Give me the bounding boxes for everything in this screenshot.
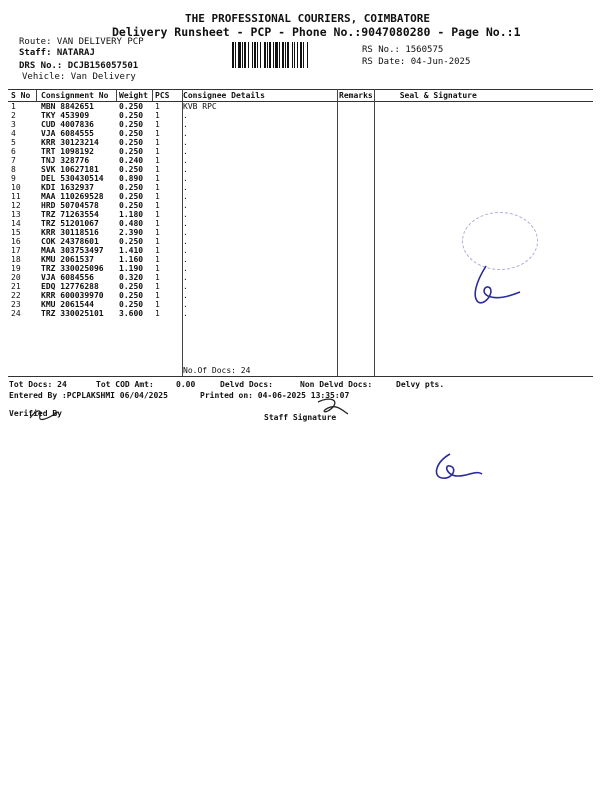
table-row bbox=[8, 102, 593, 112]
row-pcs: 1 bbox=[155, 237, 160, 246]
row-consignment-no: MBN 8842651 bbox=[41, 102, 94, 111]
row-remarks bbox=[336, 201, 376, 210]
row-sno: 15 bbox=[11, 228, 21, 237]
row-consignment-no: MAA 110269528 bbox=[41, 192, 104, 201]
row-consignment-no: TRZ 330025101 bbox=[41, 309, 104, 318]
row-sno: 17 bbox=[11, 246, 21, 255]
row-pcs: 1 bbox=[155, 183, 160, 192]
row-consignment-no: TNJ 328776 bbox=[41, 156, 90, 165]
row-consignment-no: MAA 303753497 bbox=[41, 246, 104, 255]
col-pcs: PCS bbox=[152, 90, 180, 102]
table-row bbox=[8, 138, 593, 147]
divider bbox=[116, 89, 117, 101]
row-consignee-details: . bbox=[183, 300, 188, 309]
row-sno: 16 bbox=[11, 237, 21, 246]
table-row bbox=[8, 192, 593, 201]
row-consignment-no: SVK 10627181 bbox=[41, 165, 99, 174]
table-row bbox=[8, 309, 593, 318]
row-weight: 0.250 bbox=[119, 129, 144, 138]
row-pcs: 1 bbox=[155, 147, 160, 156]
row-pcs: 1 bbox=[155, 138, 160, 147]
row-consignee-details: . bbox=[183, 264, 188, 273]
row-consignment-no: VJA 6084556 bbox=[41, 273, 94, 282]
row-seal bbox=[376, 120, 593, 129]
col-seal: Seal & Signature bbox=[376, 90, 593, 102]
row-weight: 0.250 bbox=[119, 282, 144, 291]
row-weight: 0.250 bbox=[119, 120, 144, 129]
row-consignment-no: TRZ 330025096 bbox=[41, 264, 104, 273]
row-remarks bbox=[336, 165, 376, 174]
row-weight: 0.320 bbox=[119, 273, 144, 282]
table-row bbox=[8, 174, 593, 183]
row-consignee-details: . bbox=[183, 120, 188, 129]
table-row bbox=[8, 183, 593, 192]
row-sno: 24 bbox=[11, 309, 21, 318]
row-remarks bbox=[336, 300, 376, 309]
row-weight: 2.390 bbox=[119, 228, 144, 237]
vehicle-label: Vehicle: Van Delivery bbox=[22, 72, 136, 82]
row-sno: 1 bbox=[11, 102, 16, 111]
row-remarks bbox=[336, 291, 376, 300]
col-weight: Weight bbox=[116, 90, 152, 102]
row-pcs: 1 bbox=[155, 282, 160, 291]
row-weight: 0.890 bbox=[119, 174, 144, 183]
row-sno: 19 bbox=[11, 264, 21, 273]
row-consignee-details: . bbox=[183, 219, 188, 228]
row-consignee-details: . bbox=[183, 246, 188, 255]
row-remarks bbox=[336, 111, 376, 120]
row-weight: 0.250 bbox=[119, 300, 144, 309]
row-remarks bbox=[336, 255, 376, 264]
row-consignment-no: EDQ 12776288 bbox=[41, 282, 99, 291]
table-header-row bbox=[8, 90, 593, 102]
row-remarks bbox=[336, 228, 376, 237]
row-remarks bbox=[336, 147, 376, 156]
row-pcs: 1 bbox=[155, 210, 160, 219]
row-weight: 0.250 bbox=[119, 183, 144, 192]
row-seal bbox=[376, 174, 593, 183]
row-seal bbox=[376, 129, 593, 138]
row-remarks bbox=[336, 264, 376, 273]
row-consignment-no: VJA 6084555 bbox=[41, 129, 94, 138]
row-remarks bbox=[336, 210, 376, 219]
row-consignee-details: . bbox=[183, 282, 188, 291]
row-pcs: 1 bbox=[155, 156, 160, 165]
table-row bbox=[8, 111, 593, 120]
row-remarks bbox=[336, 183, 376, 192]
row-consignment-no: TRT 1098192 bbox=[41, 147, 94, 156]
row-consignee-details: . bbox=[183, 138, 188, 147]
row-sno: 14 bbox=[11, 219, 21, 228]
divider bbox=[182, 89, 183, 376]
drs-number: DRS No.: DCJB156057501 bbox=[19, 61, 139, 71]
row-consignment-no: KRR 600039970 bbox=[41, 291, 104, 300]
staff-label: Staff: NATARAJ bbox=[19, 48, 95, 58]
row-consignee-details: . bbox=[183, 201, 188, 210]
row-sno: 21 bbox=[11, 282, 21, 291]
row-consignee-details: . bbox=[183, 291, 188, 300]
row-consignee-details: . bbox=[183, 210, 188, 219]
barcode bbox=[232, 42, 358, 68]
row-pcs: 1 bbox=[155, 165, 160, 174]
row-pcs: 1 bbox=[155, 219, 160, 228]
rs-number: RS No.: 1560575 bbox=[362, 45, 444, 55]
row-remarks bbox=[336, 102, 376, 112]
row-weight: 0.250 bbox=[119, 147, 144, 156]
row-consignment-no: TKY 453909 bbox=[41, 111, 90, 120]
row-pcs: 1 bbox=[155, 300, 160, 309]
row-weight: 0.480 bbox=[119, 219, 144, 228]
row-weight: 0.250 bbox=[119, 138, 144, 147]
row-pcs: 1 bbox=[155, 120, 160, 129]
row-remarks bbox=[336, 273, 376, 282]
total-cod-label: Tot COD Amt: bbox=[96, 380, 154, 389]
row-consignee-details: . bbox=[183, 174, 188, 183]
row-sno: 18 bbox=[11, 255, 21, 264]
row-seal bbox=[376, 102, 593, 112]
barcode-bar bbox=[308, 42, 309, 68]
row-consignee-details: . bbox=[183, 156, 188, 165]
col-consignment: Consignment No bbox=[38, 90, 116, 102]
row-seal bbox=[376, 156, 593, 165]
col-remarks: Remarks bbox=[336, 90, 376, 102]
table-bottom-rule bbox=[8, 376, 593, 377]
row-seal bbox=[376, 183, 593, 192]
row-pcs: 1 bbox=[155, 102, 160, 111]
rs-date: RS Date: 04-Jun-2025 bbox=[362, 57, 471, 67]
row-seal bbox=[376, 165, 593, 174]
row-weight: 0.250 bbox=[119, 192, 144, 201]
row-sno: 23 bbox=[11, 300, 21, 309]
row-consignee-details: . bbox=[183, 273, 188, 282]
row-consignee-details: . bbox=[183, 309, 188, 318]
row-consignment-no: KDI 1632937 bbox=[41, 183, 94, 192]
row-seal bbox=[376, 309, 593, 318]
row-consignee-details: . bbox=[183, 183, 188, 192]
row-consignee-details: . bbox=[183, 165, 188, 174]
row-remarks bbox=[336, 246, 376, 255]
row-remarks bbox=[336, 192, 376, 201]
row-pcs: 1 bbox=[155, 111, 160, 120]
row-weight: 3.600 bbox=[119, 309, 144, 318]
row-weight: 1.180 bbox=[119, 210, 144, 219]
row-pcs: 1 bbox=[155, 264, 160, 273]
row-sno: 11 bbox=[11, 192, 21, 201]
row-consignee-details: . bbox=[183, 111, 188, 120]
row-weight: 1.410 bbox=[119, 246, 144, 255]
row-consignment-no: COK 24378601 bbox=[41, 237, 99, 246]
row-remarks bbox=[336, 120, 376, 129]
row-consignment-no: KRR 30118516 bbox=[41, 228, 99, 237]
divider bbox=[374, 89, 375, 376]
route-label: Route: VAN DELIVERY PCP bbox=[19, 37, 144, 47]
row-pcs: 1 bbox=[155, 228, 160, 237]
row-weight: 0.250 bbox=[119, 102, 144, 111]
row-sno: 10 bbox=[11, 183, 21, 192]
signature-mark bbox=[428, 448, 486, 488]
table-row bbox=[8, 165, 593, 174]
row-sno: 22 bbox=[11, 291, 21, 300]
delivery-points: Delvy pts. bbox=[396, 380, 445, 389]
row-consignment-no: TRZ 51201067 bbox=[41, 219, 99, 228]
row-remarks bbox=[336, 129, 376, 138]
row-sno: 8 bbox=[11, 165, 16, 174]
row-weight: 0.250 bbox=[119, 237, 144, 246]
row-weight: 0.250 bbox=[119, 291, 144, 300]
row-pcs: 1 bbox=[155, 309, 160, 318]
non-delivered-docs: Non Delvd Docs: bbox=[300, 380, 373, 389]
row-sno: 20 bbox=[11, 273, 21, 282]
col-consignee: Consignee Details bbox=[180, 90, 336, 102]
row-seal bbox=[376, 201, 593, 210]
row-pcs: 1 bbox=[155, 255, 160, 264]
table-row bbox=[8, 120, 593, 129]
col-sno: S No bbox=[8, 90, 38, 102]
row-consignee-details: . bbox=[183, 228, 188, 237]
row-remarks bbox=[336, 174, 376, 183]
row-weight: 1.160 bbox=[119, 255, 144, 264]
row-remarks bbox=[336, 156, 376, 165]
row-consignee-details: . bbox=[183, 129, 188, 138]
row-sno: 6 bbox=[11, 147, 16, 156]
row-weight: 0.240 bbox=[119, 156, 144, 165]
row-seal bbox=[376, 192, 593, 201]
divider bbox=[36, 89, 37, 101]
row-pcs: 1 bbox=[155, 291, 160, 300]
table-row bbox=[8, 156, 593, 165]
row-consignee-details: . bbox=[183, 147, 188, 156]
row-pcs: 1 bbox=[155, 129, 160, 138]
table-row bbox=[8, 129, 593, 138]
company-name: THE PROFESSIONAL COURIERS, COIMBATORE bbox=[185, 12, 431, 25]
row-sno: 13 bbox=[11, 210, 21, 219]
runsheet-title: Delivery Runsheet - PCP - Phone No.:9047080280 - Page No.:1 bbox=[112, 25, 521, 39]
row-remarks bbox=[336, 237, 376, 246]
row-consignee-details: . bbox=[183, 192, 188, 201]
row-weight: 0.250 bbox=[119, 165, 144, 174]
row-consignment-no: HRD 50704578 bbox=[41, 201, 99, 210]
row-consignee-details: KVB RPC bbox=[183, 102, 217, 111]
row-pcs: 1 bbox=[155, 201, 160, 210]
divider bbox=[337, 89, 338, 376]
divider bbox=[152, 89, 153, 101]
row-weight: 1.190 bbox=[119, 264, 144, 273]
row-weight: 0.250 bbox=[119, 201, 144, 210]
row-sno: 9 bbox=[11, 174, 16, 183]
printed-on: Printed on: 04-06-2025 13:35:07 bbox=[200, 391, 350, 400]
row-consignment-no: CUD 4007836 bbox=[41, 120, 94, 129]
row-sno: 2 bbox=[11, 111, 16, 120]
row-consignment-no: KMU 2061544 bbox=[41, 300, 94, 309]
row-remarks bbox=[336, 138, 376, 147]
row-consignment-no: KMU 2061537 bbox=[41, 255, 94, 264]
signature-mark bbox=[466, 262, 526, 310]
delivered-docs: Delvd Docs: bbox=[220, 380, 273, 389]
row-seal bbox=[376, 138, 593, 147]
row-consignment-no: DEL 530430514 bbox=[41, 174, 104, 183]
no-of-docs: No.Of Docs: 24 bbox=[183, 366, 251, 375]
row-consignment-no: KRR 30123214 bbox=[41, 138, 99, 147]
row-remarks bbox=[336, 219, 376, 228]
row-pcs: 1 bbox=[155, 192, 160, 201]
row-weight: 0.250 bbox=[119, 111, 144, 120]
row-seal bbox=[376, 147, 593, 156]
row-consignee-details: . bbox=[183, 255, 188, 264]
row-remarks bbox=[336, 309, 376, 318]
row-sno: 12 bbox=[11, 201, 21, 210]
row-remarks bbox=[336, 282, 376, 291]
row-consignment-no: TRZ 71263554 bbox=[41, 210, 99, 219]
table-row bbox=[8, 201, 593, 210]
row-pcs: 1 bbox=[155, 174, 160, 183]
row-seal bbox=[376, 111, 593, 120]
total-docs: Tot Docs: 24 bbox=[9, 380, 67, 389]
row-pcs: 1 bbox=[155, 246, 160, 255]
staff-signature: Staff Signature bbox=[264, 413, 337, 422]
row-sno: 3 bbox=[11, 120, 16, 129]
entered-by: Entered By :PCPLAKSHMI 06/04/2025 bbox=[9, 391, 168, 400]
row-sno: 4 bbox=[11, 129, 16, 138]
row-pcs: 1 bbox=[155, 273, 160, 282]
row-sno: 5 bbox=[11, 138, 16, 147]
row-consignee-details: . bbox=[183, 237, 188, 246]
row-sno: 7 bbox=[11, 156, 16, 165]
verified-by: Verified By bbox=[9, 409, 62, 418]
total-cod-value: 0.00 bbox=[176, 380, 196, 389]
table-row bbox=[8, 147, 593, 156]
